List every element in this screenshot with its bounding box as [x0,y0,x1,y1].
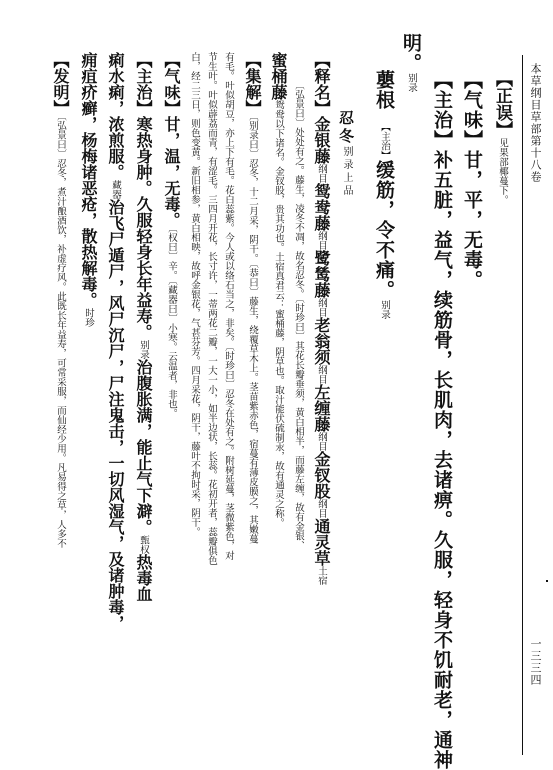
text-column: 蜜桶藤鸳鸯以下诸名。金钗股，贵其功也。土宿真君云：蜜桶藤，阴草也。取汁能伏硫制汞，故有通灵之称。 [269,52,288,528]
text-column: 【气味】甘，温，无毒。〔权曰〕辛。〔藏器曰〕小寒。云温者，非也。 [162,52,181,418]
text-column: 【集解】〔别录曰〕忍冬，十二月采，阴干。〔恭曰〕藤生，绕覆草木上。茎苗紫赤色，宿蔓有薄皮膜之，其嫩蔓 [243,52,262,544]
note-column: 〔弘景曰〕处处有之。藤生，凌冬不凋，故名忍冬。〔时珍曰〕其花长瓣垂须，黄白相半，而藤左缠，故有金银、 [293,80,304,551]
text-column: 【释名】金银藤纲目鸳鸯藤纲目鹭鸶藤纲目老翁须纲目左缠藤纲目金钗股纲目通灵草土宿 [312,52,331,585]
note-column: 有毛。叶似胡豆，亦上下有毛。花白蕊紫。今人或以络石当之，非矣。〔时珍曰〕忍冬在处有之。附树延蔓，茎微紫色，对 [223,52,234,561]
text-column: 【发明】〔弘景曰〕忍冬，煮汁酿酒饮，补虚疗风。此既长年益寿，可常采服，而仙经少用。凡易得之草，人多不 [51,52,70,549]
header-rule [522,55,523,755]
book-header: 本草纲目草部第十八卷 [529,63,542,183]
text-column: 明。别录 [400,33,422,92]
text-column: 【主治】寒热身肿。久服轻身长年益寿。别录治腹胀满，能止气下澼。甄权热毒血 [134,52,153,602]
text-column: 【主治】补五脏，益气，续筋骨，长肌肉，去诸痹。久服，轻身不饥耐老，通神 [431,70,453,770]
page-number: 一三三四 [529,638,542,686]
text-column: 蘡根【主治】缓筋，令不痛。别录 [373,70,395,319]
text-column: 【正误】见果部椰蔓下。 [492,70,512,205]
margin-dot [546,580,548,582]
note-column: 节生叶。叶似薜荔而青，有涩毛。三四月开花，长寸许，一蒂两花二瓣，一大一小，如半边状，长蕊。花初开者，蕊瓣俱色 [206,52,217,565]
entry-title: 忍冬别录上品 [337,110,355,198]
text-column: 痈疽疥癣，杨梅诸恶疮，散热解毒。时珍 [79,52,98,327]
note-column: 白，经二三日，则色变黄。新旧相参，黄白相映，故呼金银花，气甚芬芳。四月采花，阴干，藤叶不拘时采，阴干。 [189,52,200,537]
text-column: 【气味】甘，平，无毒。 [461,70,483,290]
text-column: 痢水痢，浓煎服。藏器治飞尸遁尸，风尸沉尸，尸注鬼击，一切风湿气，及诸肿毒， [106,52,125,631]
